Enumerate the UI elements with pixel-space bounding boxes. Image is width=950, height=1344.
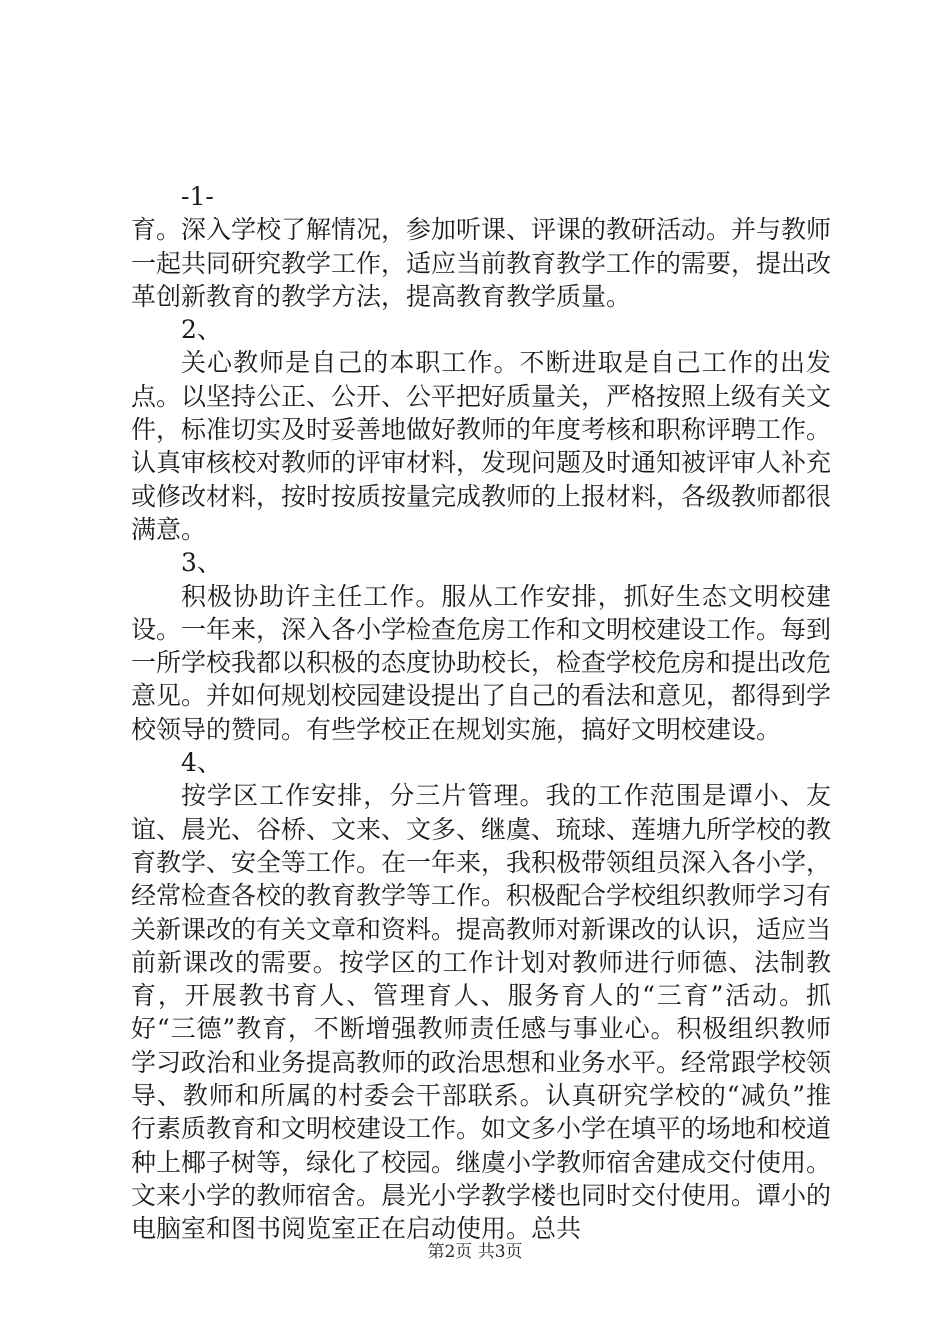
document-body <box>131 180 831 1246</box>
item-number-2: 2、 <box>181 315 222 345</box>
paragraph-item-3: 积极协助许主任工作。服从工作安排，抓好生态文明校建设。一年来，深入各小学检查危房工作和文明校建设工作。每到一所学校我都以积极的态度协助校长，检查学校危房和提出改危意见。并如何规划校园建设提出了自己的看法和意见，都得到学校领导的赞同。有些学校正在规划实施，搞好文明校建设。 <box>131 581 832 744</box>
item-number-3: 3、 <box>181 548 222 578</box>
item-number-4: 4、 <box>181 748 222 778</box>
page-marker: -1- <box>181 182 214 211</box>
page-footer: 第2页 共3页 <box>427 1242 523 1262</box>
paragraph-continuation: 育。深入学校了解情况，参加听课、评课的教研活动。并与教师一起共同研究教学工作，适应当前教育教学工作的需要，提出改革创新教育的教学方法，提高教育教学质量。 <box>131 215 832 311</box>
paragraph-item-2: 关心教师是自己的本职工作。不断进取是自己工作的出发点。以坚持公正、公开、公平把好质量关，严格按照上级有关文件，标准切实及时妥善地做好教师的年度考核和职称评聘工作。认真审核校对教师的评审材料，发现问题及时通知被评审人补充或修改材料，按时按质按量完成教师的上报材料，各级教师都很满意。 <box>131 348 832 544</box>
paragraph-item-4: 按学区工作安排，分三片管理。我的工作范围是谭小、友谊、晨光、谷桥、文来、文多、继虞、琉球、莲塘九所学校的教育教学、安全等工作。在一年来，我积极带领组员深入各小学，经常检查各校的教育教学等工作。积极配合学校组织教师学习有关新课改的有关文章和资料。提高教师对新课改的认识，适应当前新课改的需要。按学区的工作计划对教师进行师德、法制教育，开展教书育人、管理育人、服务育人的“三育”活动。抓好“三德”教育，不断增强教师责任感与事业心。积极组织教师学习政治和业务提高教师的政治思想和业务水平。经常跟学校领导、教师和所属的村委会干部联系。认真研究学校的“减负”推行素质教育和文明校建设工作。如文多小学在填平的场地和校道种上椰子树等，绿化了校园。继虞小学教师宿舍建成交付使用。文来小学的教师宿舍。晨光小学教学楼也同时交付使用。谭小的电脑室和图书阅览室正在启动使用。总共 <box>131 781 832 1244</box>
